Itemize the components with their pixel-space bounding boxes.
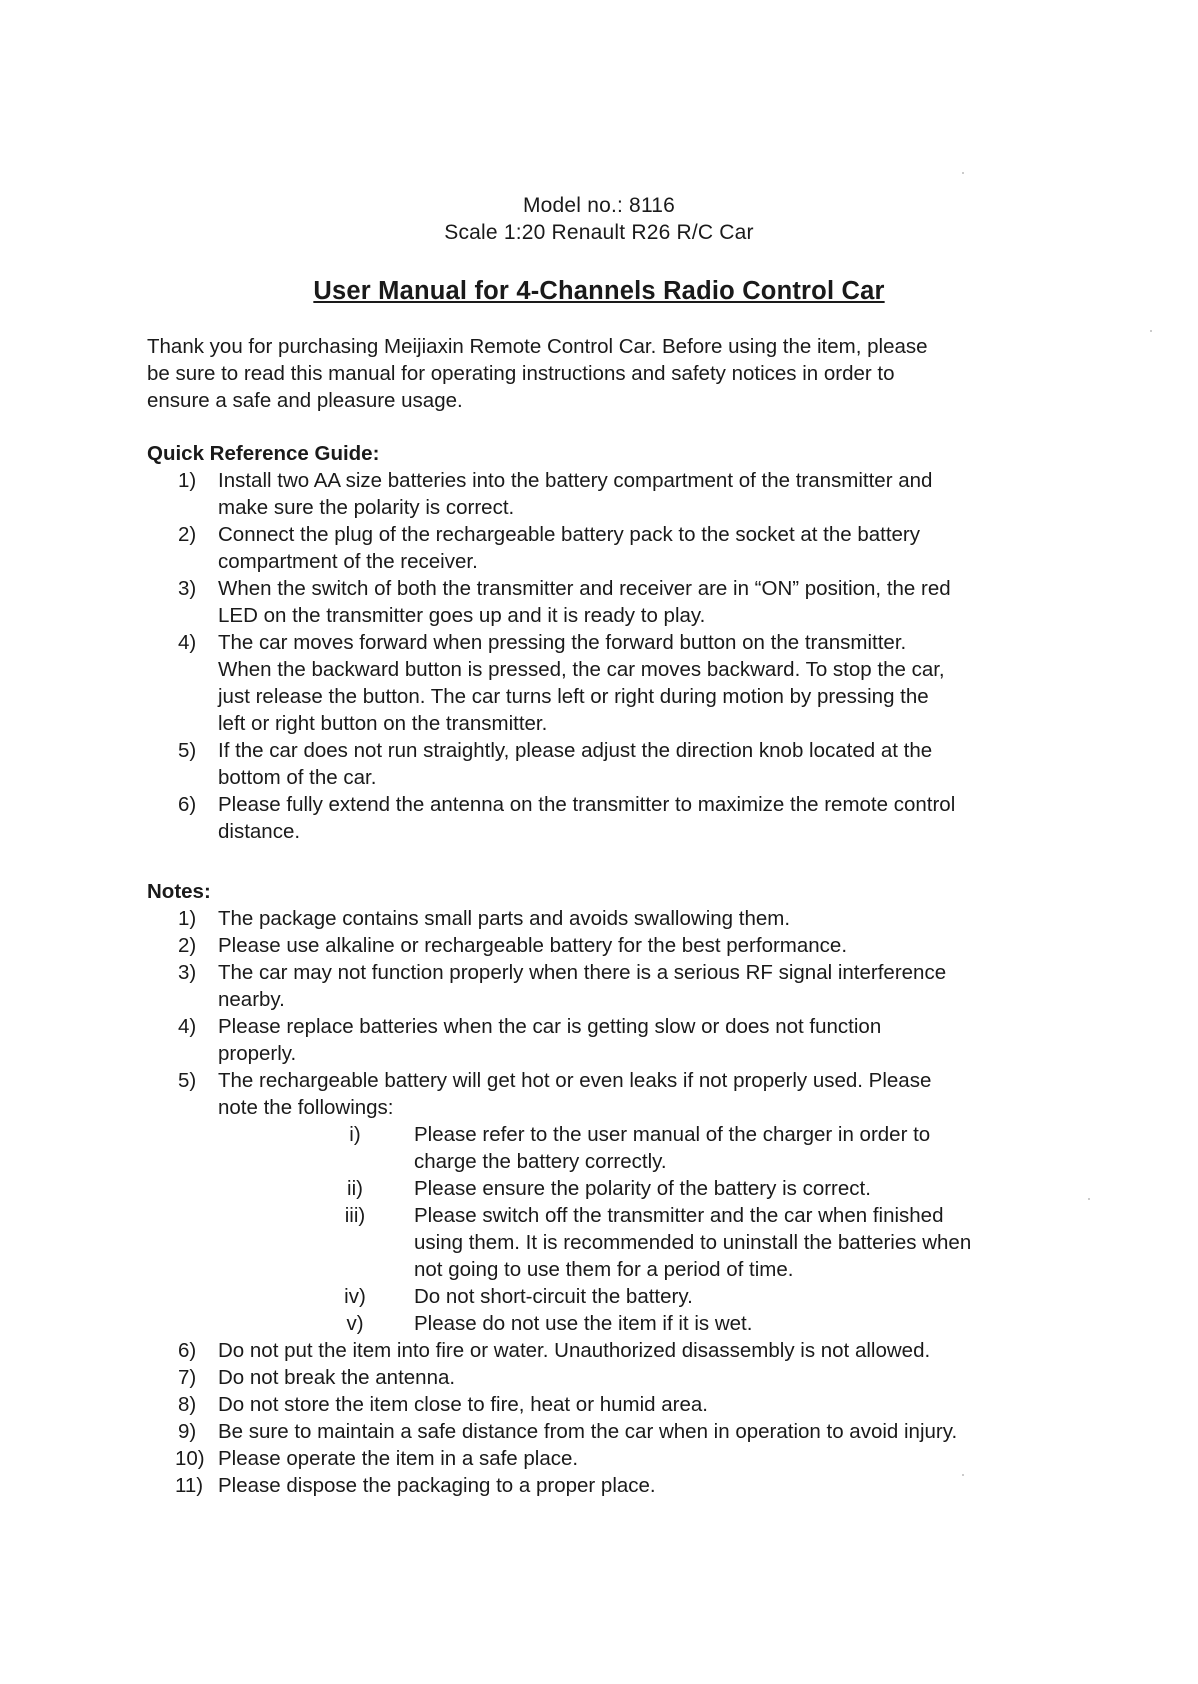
item-line: LED on the transmitter goes up and it is ready to play.: [218, 604, 706, 627]
list-item: [0, 905, 1198, 932]
item-line: If the car does not run straightly, please adjust the direction knob located at the: [218, 739, 933, 762]
item-line: make sure the polarity is correct.: [218, 496, 515, 519]
item-line: bottom of the car.: [218, 766, 377, 789]
list-item: [0, 1445, 1198, 1472]
item-line: When the backward button is pressed, the car moves backward. To stop the car,: [218, 658, 945, 681]
notes-heading: Notes:: [147, 880, 211, 903]
item-line: using them. It is recommended to uninstall the batteries when: [414, 1231, 972, 1254]
item-line: Please refer to the user manual of the charger in order to: [414, 1123, 931, 1146]
item-line: compartment of the receiver.: [218, 550, 478, 573]
item-number: 5): [178, 1069, 197, 1092]
item-number: 7): [178, 1366, 197, 1389]
battery-notes-sublist: [218, 1121, 1198, 1337]
item-line: distance.: [218, 820, 301, 843]
sub-item-number: v): [346, 1312, 364, 1335]
item-line: nearby.: [218, 988, 285, 1011]
sub-item-number: iv): [344, 1285, 366, 1308]
item-number: 4): [178, 1015, 197, 1038]
list-item: [0, 959, 1198, 1013]
item-line: Connect the plug of the rechargeable battery pack to the socket at the battery: [218, 523, 920, 546]
item-number: 11): [175, 1474, 204, 1497]
item-number: 1): [178, 907, 197, 930]
intro-line: Thank you for purchasing Meijiaxin Remote Control Car. Before using the item, please: [147, 335, 928, 358]
list-item: [0, 1364, 1198, 1391]
item-line: just release the button. The car turns left or right during motion by pressing the: [218, 685, 929, 708]
list-item: [0, 1337, 1198, 1364]
item-line: When the switch of both the transmitter and receiver are in “ON” position, the red: [218, 577, 951, 600]
item-number: 6): [178, 793, 197, 816]
notes-list: [0, 905, 1198, 1499]
intro-paragraph: [147, 333, 1097, 414]
list-item: [0, 575, 1198, 629]
item-number: 2): [178, 934, 197, 957]
scan-speck: [962, 172, 964, 174]
sub-item-number: ii): [347, 1177, 363, 1200]
scan-speck: [962, 1474, 964, 1476]
list-item: [0, 932, 1198, 959]
item-line: Please operate the item in a safe place.: [218, 1447, 579, 1470]
list-item: [0, 737, 1198, 791]
item-number: 1): [178, 469, 197, 492]
list-item: [0, 1067, 1198, 1337]
scan-speck: [1150, 330, 1152, 332]
scale-subtitle: Scale 1:20 Renault R26 R/C Car: [444, 221, 754, 244]
item-line: note the followings:: [218, 1096, 394, 1119]
sub-list-item: [0, 1175, 1198, 1202]
list-item: [0, 1472, 1198, 1499]
item-line: Please ensure the polarity of the battery is correct.: [414, 1177, 871, 1200]
item-line: Be sure to maintain a safe distance from the car when in operation to avoid injury.: [218, 1420, 958, 1443]
list-item: [0, 467, 1198, 521]
item-number: 2): [178, 523, 197, 546]
sub-item-number: i): [349, 1123, 361, 1146]
item-number: 3): [178, 577, 197, 600]
item-line: Do not short-circuit the battery.: [414, 1285, 693, 1308]
list-item: [0, 1391, 1198, 1418]
item-number: 6): [178, 1339, 197, 1362]
item-line: Please switch off the transmitter and the car when finished: [414, 1204, 944, 1227]
item-line: Please dispose the packaging to a proper place.: [218, 1474, 656, 1497]
item-line: Please fully extend the antenna on the transmitter to maximize the remote control: [218, 793, 956, 816]
item-line: The package contains small parts and avoids swallowing them.: [218, 907, 791, 930]
page-title: User Manual for 4-Channels Radio Control Car: [313, 277, 885, 305]
item-line: properly.: [218, 1042, 297, 1065]
item-line: Do not break the antenna.: [218, 1366, 456, 1389]
item-line: The rechargeable battery will get hot or even leaks if not properly used. Please: [218, 1069, 932, 1092]
model-number: Model no.: 8116: [522, 194, 676, 217]
item-line: Please replace batteries when the car is getting slow or does not function: [218, 1015, 882, 1038]
item-line: Install two AA size batteries into the battery compartment of the transmitter and: [218, 469, 933, 492]
item-number: 3): [178, 961, 197, 984]
item-number: 4): [178, 631, 197, 654]
list-item: [0, 1013, 1198, 1067]
sub-list-item: [0, 1310, 1198, 1337]
list-item: [0, 1418, 1198, 1445]
item-number: 5): [178, 739, 197, 762]
item-number: 9): [178, 1420, 197, 1443]
item-line: not going to use them for a period of time.: [414, 1258, 794, 1281]
item-line: charge the battery correctly.: [414, 1150, 667, 1173]
item-line: Do not store the item close to fire, heat or humid area.: [218, 1393, 708, 1416]
item-line: Please use alkaline or rechargeable battery for the best performance.: [218, 934, 848, 957]
item-line: left or right button on the transmitter.: [218, 712, 548, 735]
item-line: The car moves forward when pressing the forward button on the transmitter.: [218, 631, 907, 654]
list-item: [0, 791, 1198, 845]
sub-list-item: [0, 1283, 1198, 1310]
item-number: 10): [175, 1447, 205, 1470]
sub-list-item: [0, 1202, 1198, 1283]
item-line: Do not put the item into fire or water. Unauthorized disassembly is not allowed.: [218, 1339, 931, 1362]
intro-line: be sure to read this manual for operating instructions and safety notices in order to: [147, 362, 895, 385]
item-line: The car may not function properly when there is a serious RF signal interference: [218, 961, 947, 984]
scan-speck: [1088, 1198, 1090, 1200]
list-item: [0, 629, 1198, 737]
sub-item-number: iii): [344, 1204, 366, 1227]
list-item: [0, 521, 1198, 575]
quick-guide-list: [0, 467, 1198, 845]
intro-line: ensure a safe and pleasure usage.: [147, 389, 463, 412]
quick-guide-heading: Quick Reference Guide:: [147, 442, 380, 465]
item-number: 8): [178, 1393, 197, 1416]
sub-list-item: [0, 1121, 1198, 1175]
item-line: Please do not use the item if it is wet.: [414, 1312, 753, 1335]
